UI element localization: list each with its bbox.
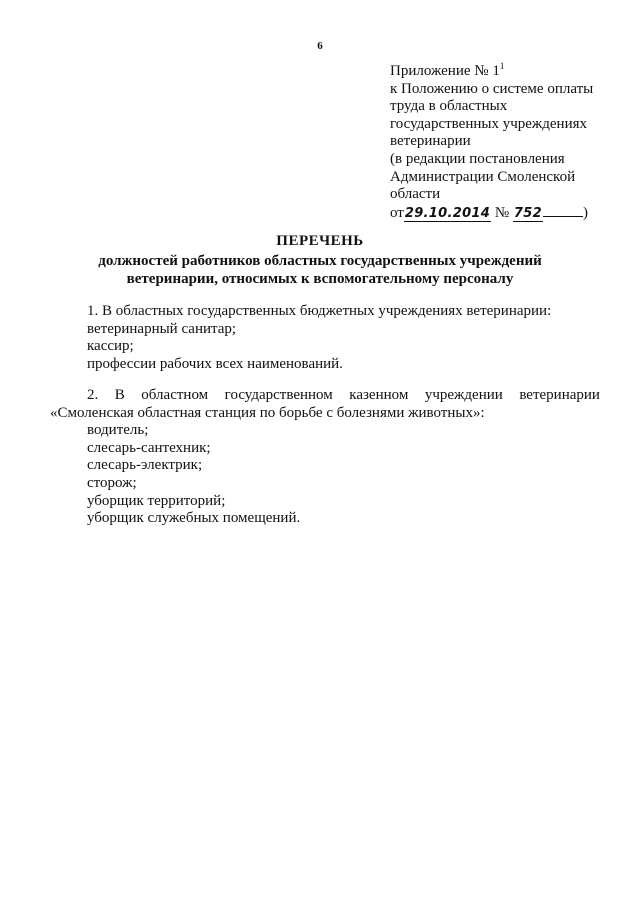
appendix-block: [390, 63, 615, 222]
section-1: [50, 303, 600, 373]
page-number: 6: [317, 40, 323, 52]
document-title: ПЕРЕЧЕНЬ: [276, 233, 364, 249]
appendix-line-6: (в редакции постановления: [390, 150, 565, 167]
list-item: слесарь-электрик;: [87, 457, 203, 474]
list-item: кассир;: [87, 338, 134, 355]
appendix-line-2: к Положению о системе оплаты: [390, 80, 594, 97]
appendix-line-4: государственных учреждениях: [390, 115, 588, 132]
list-item: водитель;: [87, 422, 149, 439]
handwritten-date: 29.10.2014: [404, 205, 491, 221]
heading-word: государственном: [224, 387, 333, 403]
handwritten-number: 752: [513, 205, 542, 221]
closing-paren: ): [582, 204, 588, 221]
list-item: уборщик служебных помещений.: [87, 510, 301, 527]
appendix-date-line: [390, 204, 615, 223]
number-underline: [543, 204, 583, 217]
list-item: ветеринарный санитар;: [87, 320, 237, 337]
document-subtitle: [0, 253, 640, 288]
heading-word: ветеринарии: [519, 387, 600, 403]
list-item: уборщик территорий;: [87, 492, 226, 509]
heading-word: В: [114, 387, 125, 403]
appendix-line-8: области: [390, 186, 441, 203]
list-item: сторож;: [87, 474, 137, 491]
section-2-heading: [50, 387, 600, 405]
appendix-line-5: ветеринарии: [390, 133, 471, 150]
appendix-line-3: труда в областных: [390, 98, 508, 115]
list-item: слесарь-сантехник;: [87, 439, 211, 456]
subtitle-line-2: ветеринарии, относимых к вспомогательному персоналу: [126, 270, 514, 287]
heading-word: 2.: [87, 387, 99, 403]
section-1-heading: 1. В областных государственных бюджетных учреждениях ветеринарии:: [87, 303, 552, 319]
date-prefix: от: [390, 204, 404, 221]
section-2: [50, 387, 600, 528]
section-2-heading-continued: «Смоленская областная станция по борьбе с болезнями животных»:: [50, 404, 485, 421]
appendix-line-1: Приложение № $1^1$: [390, 61, 505, 79]
subtitle-line-1: должностей работников областных государственных учреждений: [98, 253, 542, 269]
number-prefix: №: [494, 204, 510, 221]
appendix-superscript: 1: [499, 61, 505, 71]
list-item: профессии рабочих всех наименований.: [87, 355, 343, 372]
heading-word: учреждении: [424, 387, 503, 403]
heading-word: казенном: [349, 387, 409, 403]
heading-word: областном: [141, 387, 209, 403]
appendix-line-7: Администрации Смоленской: [390, 168, 576, 185]
